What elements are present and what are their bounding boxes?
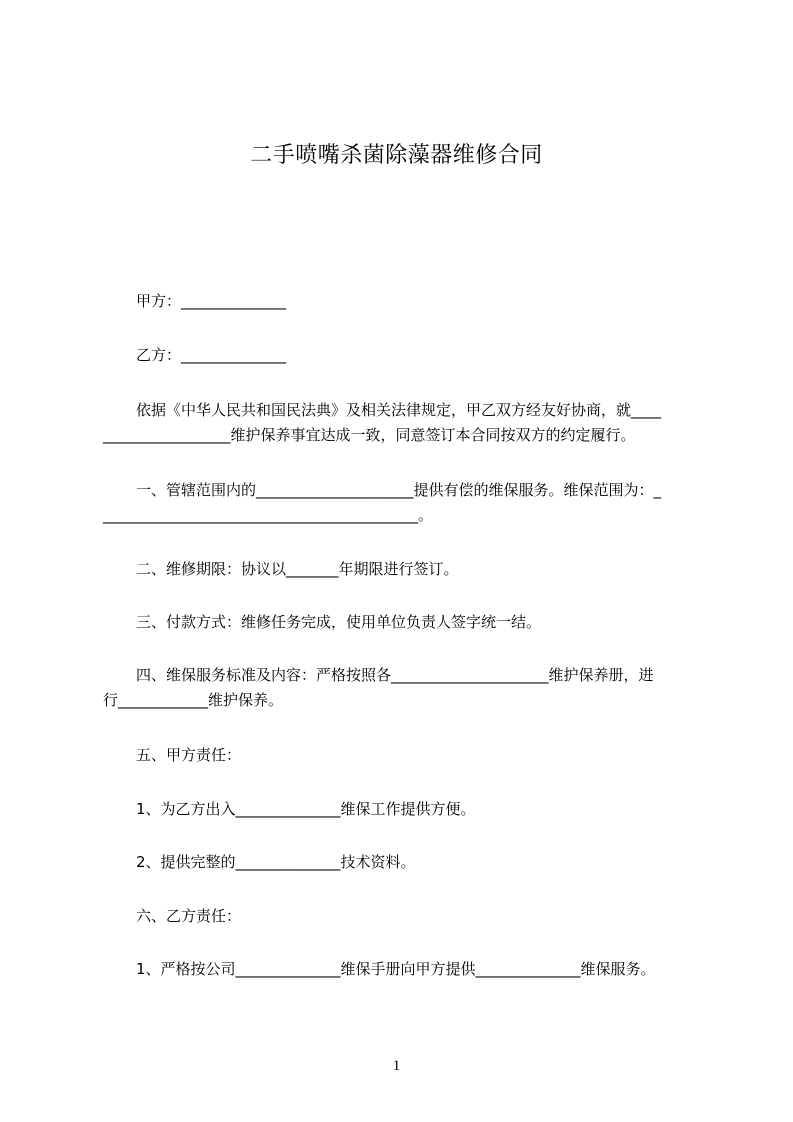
clause-2-line: 二、维修期限：协议以_______年期限进行签订。 xyxy=(136,560,459,578)
party-a-line: 甲方：______________ xyxy=(136,292,287,310)
preamble-line-1: 依据《中华人民共和国民法典》及相关法律规定，甲乙双方经友好协商，就____ xyxy=(136,401,662,419)
clause-1-line-2: __________________________________________。 xyxy=(103,506,434,524)
page-number: 1 xyxy=(392,1058,401,1074)
party-b-line: 乙方：______________ xyxy=(136,346,287,364)
clause-6-item-1: 1、严格按公司______________维保手册向甲方提供______________维保服务。 xyxy=(136,960,656,978)
clause-4-line-2: 行____________维护保养。 xyxy=(103,691,284,709)
clause-4-line-1: 四、维保服务标准及内容：严格按照各_____________________维护保养册，进 xyxy=(136,666,654,684)
clause-6-heading: 六、乙方责任： xyxy=(136,907,242,925)
document-title: 二手喷嘴杀菌除藻器维修合同 xyxy=(250,143,543,168)
clause-5-heading: 五、甲方责任： xyxy=(136,746,242,764)
preamble-line-2: _________________维护保养事宜达成一致，同意签订本合同按双方的约定履行。 xyxy=(103,426,636,444)
clause-3-line: 三、付款方式：维修任务完成，使用单位负责人签字统一结。 xyxy=(136,613,542,631)
clause-5-item-1: 1、为乙方出入______________维保工作提供方便。 xyxy=(136,800,476,818)
clause-1-line-1: 一、管辖范围内的_____________________提供有偿的维保服务。维保范围为：_ xyxy=(136,481,662,499)
clause-5-item-2: 2、提供完整的______________技术资料。 xyxy=(136,853,416,871)
